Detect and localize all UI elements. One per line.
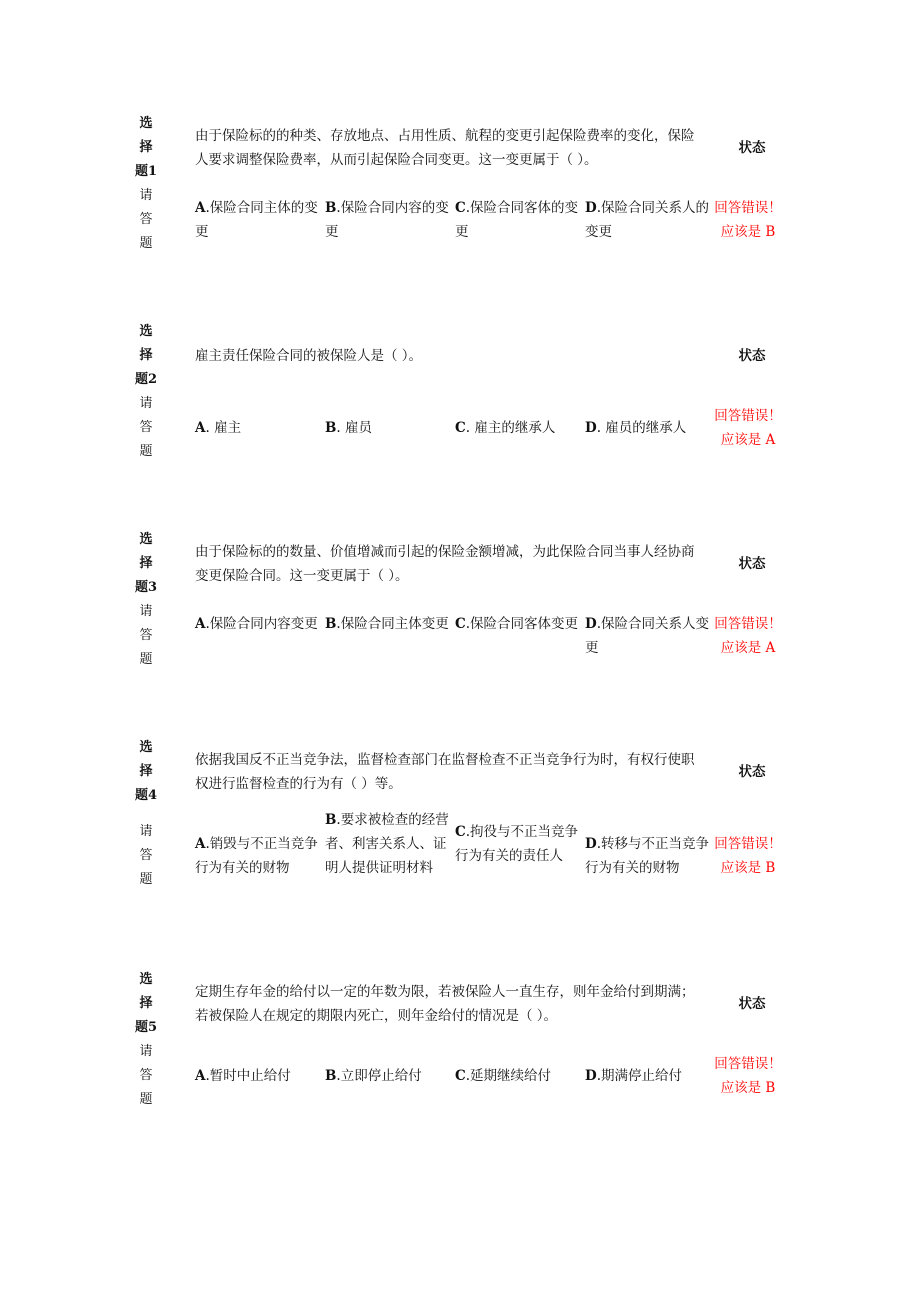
verdict-correct-answer: 应该是 A xyxy=(720,640,776,656)
please-answer-char: 请 xyxy=(139,604,153,619)
please-answer-char: 题 xyxy=(139,444,153,459)
option-letter: C xyxy=(455,616,466,632)
question-number: 题2 xyxy=(134,372,158,387)
please-answer-char: 答 xyxy=(139,420,153,435)
please-answer-char: 请 xyxy=(139,824,153,839)
answer-verdict xyxy=(710,1052,786,1100)
label-spacer xyxy=(128,808,164,820)
please-answer-char: 题 xyxy=(139,1092,153,1107)
option-text: .保险合同内容变更 xyxy=(205,616,318,632)
option-letter: A xyxy=(195,200,206,216)
option-b[interactable] xyxy=(325,196,450,244)
verdict-wrong-text: 回答错误！ xyxy=(714,1056,782,1072)
option-c[interactable] xyxy=(455,1064,580,1088)
verdict-correct-answer: 应该是 B xyxy=(720,224,776,240)
option-a[interactable] xyxy=(195,1064,320,1088)
option-letter: C xyxy=(455,1068,466,1084)
option-c[interactable] xyxy=(455,820,580,868)
option-letter: B xyxy=(325,420,337,436)
option-text: .转移与不正当竞争行为有关的财物 xyxy=(585,836,710,876)
please-answer-char: 请 xyxy=(139,396,153,411)
option-text: .保险合同客体变更 xyxy=(465,616,579,632)
please-answer-char: 请 xyxy=(139,1044,153,1059)
option-text: .保险合同主体的变更 xyxy=(195,200,318,240)
verdict-correct-answer: 应该是 B xyxy=(720,1080,776,1096)
option-text: .销毁与不正当竞争行为有关的财物 xyxy=(195,836,318,876)
answer-verdict xyxy=(710,612,786,660)
option-text: .暂时中止给付 xyxy=(205,1068,291,1084)
verdict-wrong-text: 回答错误！ xyxy=(714,836,782,852)
option-b[interactable] xyxy=(325,416,450,440)
question-label-char: 选 xyxy=(139,532,153,547)
option-letter: D xyxy=(585,616,597,632)
please-answer-char: 题 xyxy=(139,236,153,251)
option-text: .保险合同内容的变更 xyxy=(325,200,449,240)
status-header: 状态 xyxy=(738,996,766,1012)
option-b[interactable] xyxy=(325,1064,450,1088)
answer-verdict xyxy=(710,196,786,244)
option-a[interactable] xyxy=(195,832,320,880)
please-answer-char: 答 xyxy=(139,628,153,643)
option-c[interactable] xyxy=(455,416,580,440)
option-c[interactable] xyxy=(455,196,580,244)
option-letter: A xyxy=(195,420,206,436)
answer-verdict xyxy=(710,832,786,880)
question-label-char: 选 xyxy=(139,740,153,755)
option-b[interactable] xyxy=(325,808,450,880)
question-number: 题5 xyxy=(134,1020,158,1035)
verdict-wrong-text: 回答错误！ xyxy=(714,408,782,424)
please-answer-char: 题 xyxy=(139,652,153,667)
verdict-wrong-text: 回答错误！ xyxy=(714,616,782,632)
question-label xyxy=(128,112,164,256)
please-answer-char: 答 xyxy=(139,1068,153,1083)
option-text: .保险合同主体变更 xyxy=(336,616,449,632)
option-text: .期满停止给付 xyxy=(596,1068,683,1084)
option-text: . 雇员 xyxy=(336,420,373,436)
option-d[interactable] xyxy=(585,612,710,660)
option-d[interactable] xyxy=(585,416,710,440)
option-letter: D xyxy=(585,200,597,216)
question-stem: 雇主责任保险合同的被保险人是（ ）。 xyxy=(195,348,423,364)
option-letter: B xyxy=(325,1068,337,1084)
option-a[interactable] xyxy=(195,196,320,244)
option-letter: C xyxy=(455,200,466,216)
option-text: .保险合同关系人的变更 xyxy=(585,200,710,240)
option-letter: D xyxy=(585,836,597,852)
question-stem: 由于保险标的的数量、价值增减而引起的保险金额增减，为此保险合同当事人经协商变更保险合同。这一变更属于（ ）。 xyxy=(195,544,695,584)
option-letter: B xyxy=(325,200,337,216)
question-label-char: 择 xyxy=(139,140,153,155)
question-label-char: 择 xyxy=(139,996,153,1011)
status-header: 状态 xyxy=(738,556,766,572)
option-letter: D xyxy=(585,1068,597,1084)
option-letter: B xyxy=(325,812,337,828)
question-number: 题4 xyxy=(134,788,158,803)
question-label xyxy=(128,736,164,892)
option-text: . 雇员的继承人 xyxy=(596,420,687,436)
question-number: 题3 xyxy=(134,580,158,595)
option-letter: D xyxy=(585,420,597,436)
please-answer-char: 题 xyxy=(139,872,153,887)
status-header: 状态 xyxy=(738,764,766,780)
status-header: 状态 xyxy=(738,348,766,364)
please-answer-char: 答 xyxy=(139,212,153,227)
question-label-char: 择 xyxy=(139,348,153,363)
verdict-correct-answer: 应该是 A xyxy=(720,432,776,448)
question-stem: 定期生存年金的给付以一定的年数为限，若被保险人一直生存，则年金给付到期满；若被保险人在规定的期限内死亡，则年金给付的情况是（ ）。 xyxy=(195,984,695,1024)
verdict-correct-answer: 应该是 B xyxy=(720,860,776,876)
option-letter: C xyxy=(455,824,466,840)
please-answer-char: 请 xyxy=(139,188,153,203)
option-text: .保险合同关系人变更 xyxy=(585,616,710,656)
option-a[interactable] xyxy=(195,416,320,440)
option-d[interactable] xyxy=(585,832,710,880)
option-text: .要求被检查的经营者、利害关系人、证明人提供证明材料 xyxy=(325,812,449,876)
option-text: . 雇主的继承人 xyxy=(465,420,556,436)
option-d[interactable] xyxy=(585,196,710,244)
please-answer-char: 答 xyxy=(139,848,153,863)
option-text: . 雇主 xyxy=(205,420,242,436)
question-label xyxy=(128,320,164,464)
option-letter: A xyxy=(195,836,206,852)
question-label-char: 选 xyxy=(139,324,153,339)
question-label-char: 选 xyxy=(139,972,153,987)
option-text: .延期继续给付 xyxy=(465,1068,552,1084)
option-letter: A xyxy=(195,1068,206,1084)
status-header: 状态 xyxy=(738,140,766,156)
question-stem: 由于保险标的的种类、存放地点、占用性质、航程的变更引起保险费率的变化，保险人要求调整保险费率，从而引起保险合同变更。这一变更属于（ ）。 xyxy=(195,128,695,168)
answer-verdict xyxy=(710,404,786,452)
option-letter: B xyxy=(325,616,337,632)
option-text: .拘役与不正当竞争行为有关的责任人 xyxy=(455,824,579,864)
question-stem: 依据我国反不正当竞争法，监督检查部门在监督检查不正当竞争行为时，有权行使职权进行监督检查的行为有（ ）等。 xyxy=(195,752,695,792)
option-text: .立即停止给付 xyxy=(336,1068,422,1084)
option-c[interactable] xyxy=(455,612,580,636)
verdict-wrong-text: 回答错误！ xyxy=(714,200,782,216)
question-label xyxy=(128,968,164,1112)
option-letter: A xyxy=(195,616,206,632)
question-label-char: 选 xyxy=(139,116,153,131)
question-label xyxy=(128,528,164,672)
option-letter: C xyxy=(455,420,466,436)
option-d[interactable] xyxy=(585,1064,710,1088)
option-text: .保险合同客体的变更 xyxy=(455,200,579,240)
question-label-char: 择 xyxy=(139,556,153,571)
option-a[interactable] xyxy=(195,612,320,636)
question-label-char: 择 xyxy=(139,764,153,779)
question-number: 题1 xyxy=(134,164,158,179)
option-b[interactable] xyxy=(325,612,450,636)
